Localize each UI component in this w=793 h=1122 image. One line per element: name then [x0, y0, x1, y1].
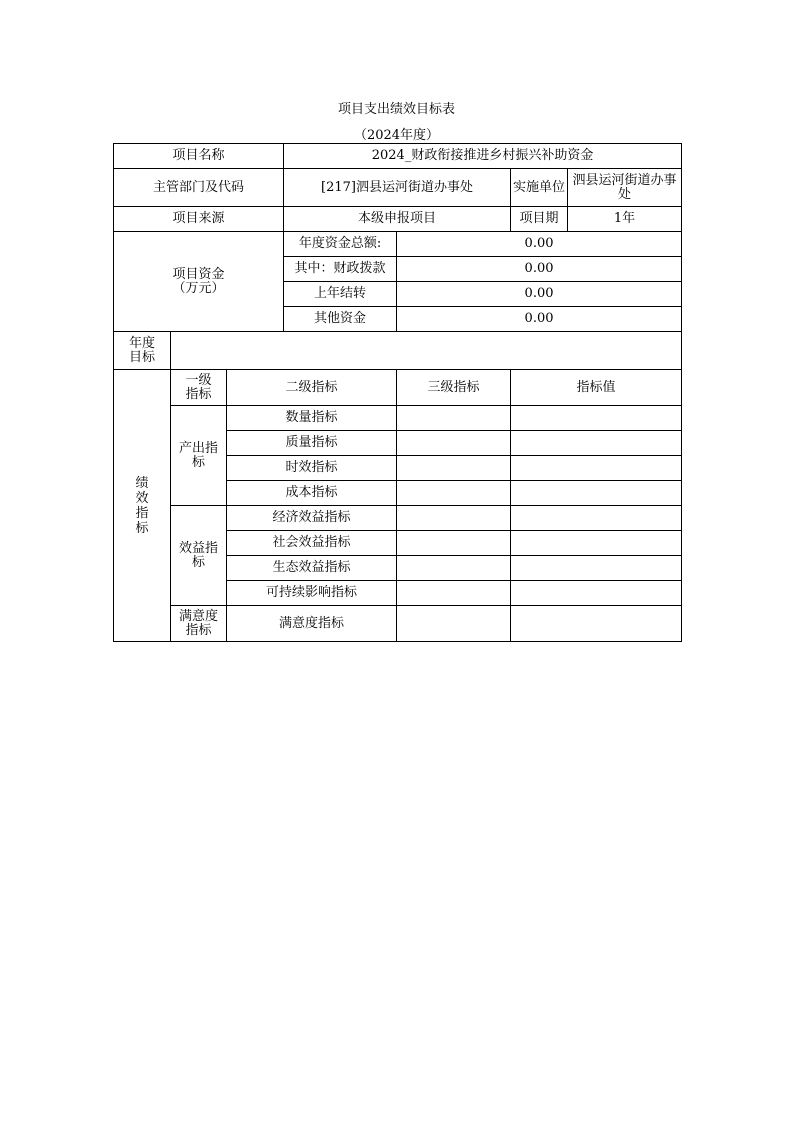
level2-indicator: 可持续影响指标 — [227, 581, 397, 606]
department-row — [114, 169, 682, 207]
level2-indicator: 数量指标 — [227, 406, 397, 431]
level2-indicator: 质量指标 — [227, 431, 397, 456]
satisfaction-indicators-label: 满意度 指标 — [171, 606, 227, 642]
carryover-value: 0.00 — [397, 282, 682, 307]
level3-header: 三级指标 — [397, 370, 511, 406]
level2-header: 二级指标 — [227, 370, 397, 406]
page-subtitle: （2024年度） — [353, 128, 440, 143]
indicator-value-cell — [511, 606, 682, 642]
indicator-value-cell — [511, 531, 682, 556]
project-source-row — [114, 207, 682, 232]
indicator-value-cell — [511, 431, 682, 456]
carryover-label: 上年结转 — [284, 282, 397, 307]
indicator-row — [114, 606, 682, 642]
level3-indicator-cell — [397, 581, 511, 606]
level1-header: 一级 指标 — [171, 370, 227, 406]
level2-indicator: 时效指标 — [227, 456, 397, 481]
level2-indicator: 社会效益指标 — [227, 531, 397, 556]
indicator-value-cell — [511, 556, 682, 581]
project-name-row — [114, 144, 682, 169]
level3-indicator-cell — [397, 606, 511, 642]
department-value: [217]泗县运河街道办事处 — [284, 169, 511, 207]
fiscal-allocation-label: 其中：财政拨款 — [284, 257, 397, 282]
fiscal-allocation-value: 0.00 — [397, 257, 682, 282]
level3-indicator-cell — [397, 431, 511, 456]
performance-indicators-label — [114, 370, 171, 642]
indicator-value-cell — [511, 456, 682, 481]
indicator-header-row — [114, 370, 682, 406]
indicator-value-cell — [511, 581, 682, 606]
annual-goal-value — [171, 332, 682, 370]
page-title: 项目支出绩效目标表 — [337, 102, 455, 117]
annual-goal-label: 年度 目标 — [114, 332, 171, 370]
project-source-value: 本级申报项目 — [284, 207, 511, 232]
project-period-label: 项目期 — [511, 207, 568, 232]
level2-indicator: 生态效益指标 — [227, 556, 397, 581]
project-name-label: 项目名称 — [114, 144, 284, 169]
level3-indicator-cell — [397, 481, 511, 506]
level3-indicator-cell — [397, 506, 511, 531]
indicator-row — [114, 506, 682, 531]
department-label: 主管部门及代码 — [114, 169, 284, 207]
indicator-value-header: 指标值 — [511, 370, 682, 406]
performance-goal-table — [113, 143, 682, 642]
level2-indicator: 成本指标 — [227, 481, 397, 506]
level3-indicator-cell — [397, 531, 511, 556]
annual-total-label: 年度资金总额: — [284, 232, 397, 257]
level3-indicator-cell — [397, 456, 511, 481]
project-funds-label: 项目资金 （万元） — [114, 232, 284, 332]
annual-total-value: 0.00 — [397, 232, 682, 257]
benefit-indicators-label: 效益指 标 — [171, 506, 227, 606]
annual-goal-row — [114, 332, 682, 370]
level2-indicator: 满意度指标 — [227, 606, 397, 642]
output-indicators-label: 产出指 标 — [171, 406, 227, 506]
level3-indicator-cell — [397, 556, 511, 581]
implementing-unit-label: 实施单位 — [511, 169, 568, 207]
indicator-value-cell — [511, 506, 682, 531]
indicator-value-cell — [511, 406, 682, 431]
project-period-value: 1年 — [568, 207, 682, 232]
other-funds-value: 0.00 — [397, 307, 682, 332]
level3-indicator-cell — [397, 406, 511, 431]
other-funds-label: 其他资金 — [284, 307, 397, 332]
indicator-value-cell — [511, 481, 682, 506]
implementing-unit-value: 泗县运河街道办事处 — [568, 169, 682, 207]
project-name-value: 2024_财政衔接推进乡村振兴补助资金 — [284, 144, 682, 169]
indicator-row — [114, 406, 682, 431]
project-source-label: 项目来源 — [114, 207, 284, 232]
funds-total-row — [114, 232, 682, 257]
performance-indicators-text: 绩效指标 — [135, 475, 149, 536]
level2-indicator: 经济效益指标 — [227, 506, 397, 531]
